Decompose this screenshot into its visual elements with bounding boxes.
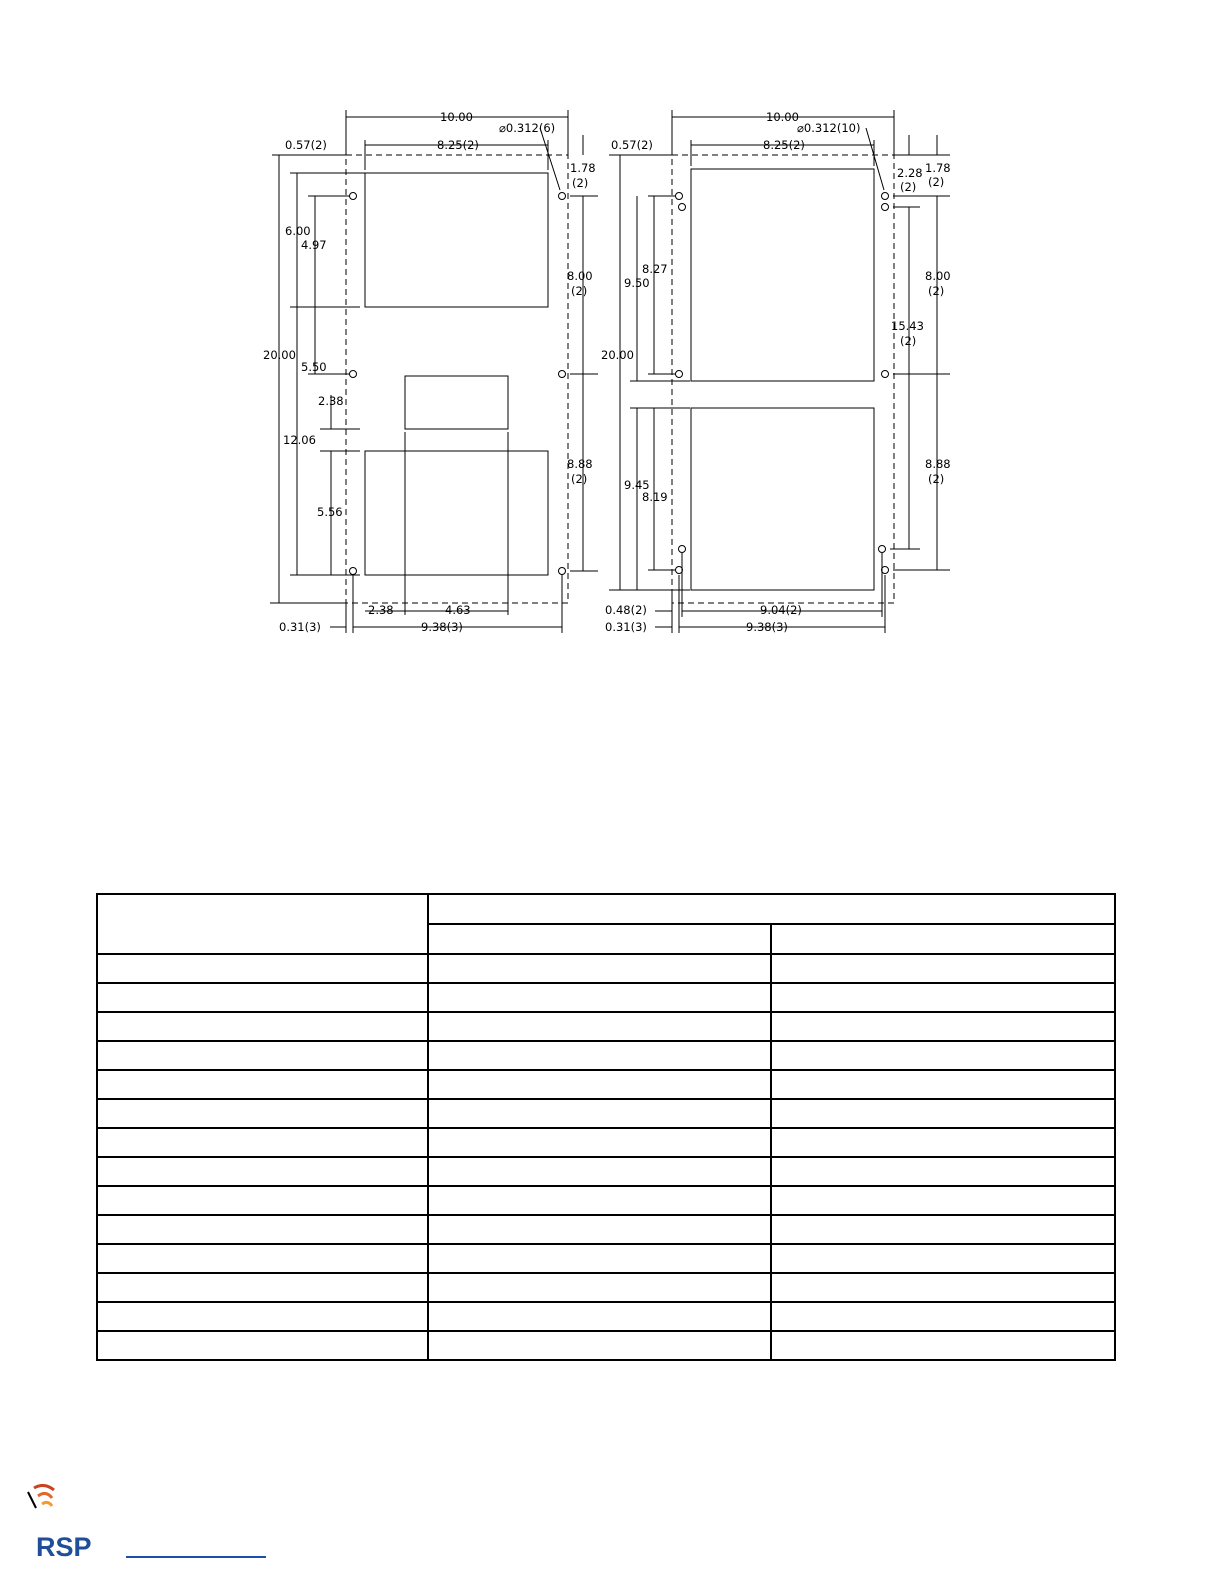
dim-left-top-offset-qty: (2) [572,176,589,190]
table-header-cell [428,894,1115,924]
dim-right-2000: 20.00 [601,348,634,362]
dim-left-overall-width: 10.00 [440,110,473,124]
dim-right-hole-dia: ⌀0.312(10) [797,121,861,135]
dim-left-550: 5.50 [301,360,327,374]
rsp-logo [24,1484,104,1564]
dim-right-945: 9.45 [624,478,650,492]
table-row [97,954,1115,983]
table-cell [97,1041,428,1070]
dim-right-228: 2.28 [897,166,923,180]
table-cell [97,1244,428,1273]
dim-left-bottom-238: 2.38 [368,603,394,617]
table-cell [428,1157,771,1186]
dim-left-2000: 20.00 [263,348,296,362]
table-cell [428,1070,771,1099]
dim-right-888: 8.88 [925,457,951,471]
left-panel-drawing [263,110,598,634]
table-cell [771,954,1115,983]
dim-right-bottom-904: 9.04(2) [760,603,802,617]
dim-right-offset: 0.57(2) [611,138,653,152]
table-cell [97,1302,428,1331]
table-cell [428,1331,771,1360]
dim-left-497: 4.97 [301,238,327,252]
table-cell [428,1186,771,1215]
dim-right-228-qty: (2) [900,180,917,194]
dim-right-inner-width: 8.25(2) [763,138,805,152]
table-cell [428,1244,771,1273]
table-cell [428,1273,771,1302]
dim-left-offset: 0.57(2) [285,138,327,152]
table-cell [97,1331,428,1360]
table-cell [428,1099,771,1128]
table-row [97,1302,1115,1331]
dim-right-1543: 15.43 [891,319,924,333]
dim-left-556: 5.56 [317,505,343,519]
dim-left-top-offset: 1.78 [570,161,596,175]
table-cell [771,1273,1115,1302]
dim-left-bottom-463: 4.63 [445,603,471,617]
table-row [97,1128,1115,1157]
dim-right-178-qty: (2) [928,175,945,189]
table-row [97,1244,1115,1273]
dim-right-178: 1.78 [925,161,951,175]
table-cell [771,1157,1115,1186]
dim-right-bottom-938: 9.38(3) [746,620,788,634]
table-row [97,1099,1115,1128]
table-header-cell [97,894,428,954]
dim-right-819: 8.19 [642,490,668,504]
table-cell [97,954,428,983]
dim-left-bottom-938: 9.38(3) [421,620,463,634]
dim-right-827: 8.27 [642,262,668,276]
table-cell [771,1012,1115,1041]
dim-right-800: 8.00 [925,269,951,283]
spec-table [96,893,1116,1361]
table-cell [97,1012,428,1041]
table-row [97,1041,1115,1070]
table-subheader-cell [428,924,771,954]
table-cell [771,1099,1115,1128]
dim-right-888-qty: (2) [928,472,945,486]
dim-left-inner-width: 8.25(2) [437,138,479,152]
logo-text: RSP [36,1532,92,1562]
table-row [97,1215,1115,1244]
dim-left-238-vertical: 2.38 [318,394,344,408]
table-row [97,1070,1115,1099]
table-cell [428,1128,771,1157]
dim-left-888-qty: (2) [571,472,588,486]
dim-right-bottom-048: 0.48(2) [605,603,647,617]
table-header-row [97,894,1115,924]
table-cell [428,1302,771,1331]
table-cell [771,1186,1115,1215]
dim-left-hole-dia: ⌀0.312(6) [499,121,556,135]
table-row [97,983,1115,1012]
dim-left-bottom-031: 0.31(3) [279,620,321,634]
table-row [97,1012,1115,1041]
table-cell [771,1070,1115,1099]
dim-left-600: 6.00 [285,224,311,238]
table-row [97,1331,1115,1360]
table-cell [428,983,771,1012]
dim-right-1543-qty: (2) [900,334,917,348]
footer-link-underline[interactable] [126,1556,266,1558]
table-cell [97,1273,428,1302]
table-cell [97,1186,428,1215]
dim-right-bottom-031: 0.31(3) [605,620,647,634]
table-cell [428,954,771,983]
table-cell [771,983,1115,1012]
table-cell [771,1302,1115,1331]
table-cell [771,1128,1115,1157]
table-cell [97,1099,428,1128]
table-cell [771,1215,1115,1244]
table-cell [771,1331,1115,1360]
table-subheader-cell [771,924,1115,954]
table-cell [97,1070,428,1099]
dim-left-1206: 12.06 [283,433,316,447]
table-cell [97,1157,428,1186]
table-cell [428,1012,771,1041]
table-cell [771,1041,1115,1070]
right-panel-drawing [601,110,951,634]
table-cell [428,1215,771,1244]
table-row [97,1186,1115,1215]
dim-left-800-qty: (2) [571,284,588,298]
table-cell [97,1128,428,1157]
table-row [97,1157,1115,1186]
dim-right-overall-width: 10.00 [766,110,799,124]
dim-left-888: 8.88 [567,457,593,471]
dim-right-800-qty: (2) [928,284,945,298]
dim-left-800: 8.00 [567,269,593,283]
dim-right-950: 9.50 [624,276,650,290]
mechanical-drawing [0,0,1224,700]
table-cell [97,1215,428,1244]
table-row [97,1273,1115,1302]
table-cell [97,983,428,1012]
table-cell [771,1244,1115,1273]
table-cell [428,1041,771,1070]
